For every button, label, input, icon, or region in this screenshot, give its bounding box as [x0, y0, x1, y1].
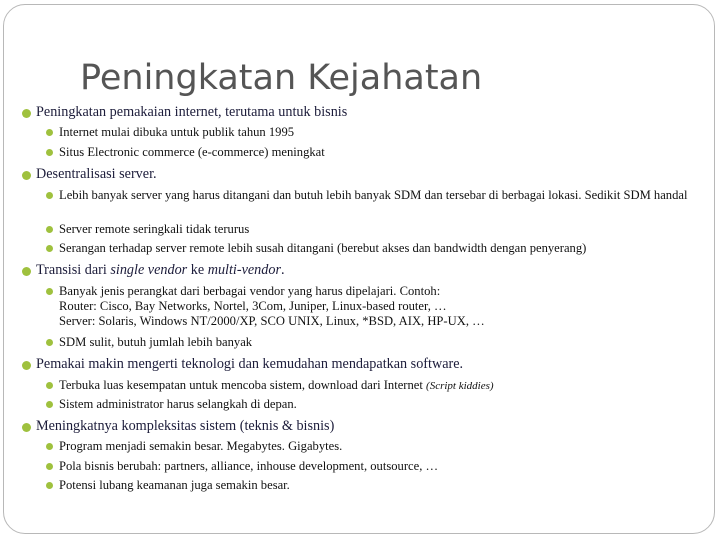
slide-title: Peningkatan Kejahatan	[80, 58, 483, 98]
bullet-icon	[22, 267, 31, 276]
bullet-icon	[22, 109, 31, 118]
bullet-icon	[46, 339, 53, 346]
list-item: Lebih banyak server yang harus ditangani dan butuh lebih banyak SDM dan tersebar di berbagai lokasi. Sedikit SDM handal	[59, 188, 688, 202]
section-heading: Peningkatan pemakaian internet, terutama untuk bisnis	[36, 104, 348, 120]
bullet-icon	[46, 245, 53, 252]
bullet-icon	[46, 382, 53, 389]
list-item: Situs Electronic commerce (e-commerce) meningkat	[59, 145, 325, 159]
bullet-icon	[46, 288, 53, 295]
bullet-icon	[46, 463, 53, 470]
bullet-icon	[46, 482, 53, 489]
list-item: Banyak jenis perangkat dari berbagai vendor yang harus dipelajari. Contoh:	[59, 284, 441, 298]
list-item: Server: Solaris, Windows NT/2000/XP, SCO UNIX, Linux, *BSD, AIX, HP-UX, …	[59, 314, 485, 328]
bullet-icon	[22, 361, 31, 370]
bullet-icon	[46, 226, 53, 233]
list-item: Terbuka luas kesempatan untuk mencoba sistem, download dari Internet (Script kiddies)	[59, 378, 494, 392]
bullet-icon	[22, 423, 31, 432]
section-heading: Meningkatnya kompleksitas sistem (teknis & bisnis)	[36, 418, 335, 434]
section-heading: Pemakai makin mengerti teknologi dan kemudahan mendapatkan software.	[36, 356, 464, 372]
list-item: Sistem administrator harus selangkah di depan.	[59, 397, 297, 411]
bullet-icon	[46, 149, 53, 156]
bullet-icon	[46, 401, 53, 408]
list-item: Server remote seringkali tidak terurus	[59, 222, 250, 236]
list-item: Internet mulai dibuka untuk publik tahun 1995	[59, 125, 295, 139]
bullet-icon	[46, 129, 53, 136]
list-item: Pola bisnis berubah: partners, alliance, inhouse development, outsource, …	[59, 459, 439, 473]
list-item: Router: Cisco, Bay Networks, Nortel, 3Com, Juniper, Linux-based router, …	[59, 299, 447, 313]
list-item: SDM sulit, butuh jumlah lebih banyak	[59, 335, 253, 349]
bullet-icon	[46, 192, 53, 199]
list-item: Serangan terhadap server remote lebih susah ditangani (berebut akses dan bandwidth dengan penyerang)	[59, 241, 587, 255]
section-heading: Desentralisasi server.	[36, 166, 157, 182]
list-item: Potensi lubang keamanan juga semakin besar.	[59, 478, 290, 492]
bullet-icon	[22, 171, 31, 180]
section-heading: Transisi dari single vendor ke multi-vendor.	[36, 262, 285, 278]
bullet-icon	[46, 443, 53, 450]
list-item: Program menjadi semakin besar. Megabytes. Gigabytes.	[59, 439, 343, 453]
